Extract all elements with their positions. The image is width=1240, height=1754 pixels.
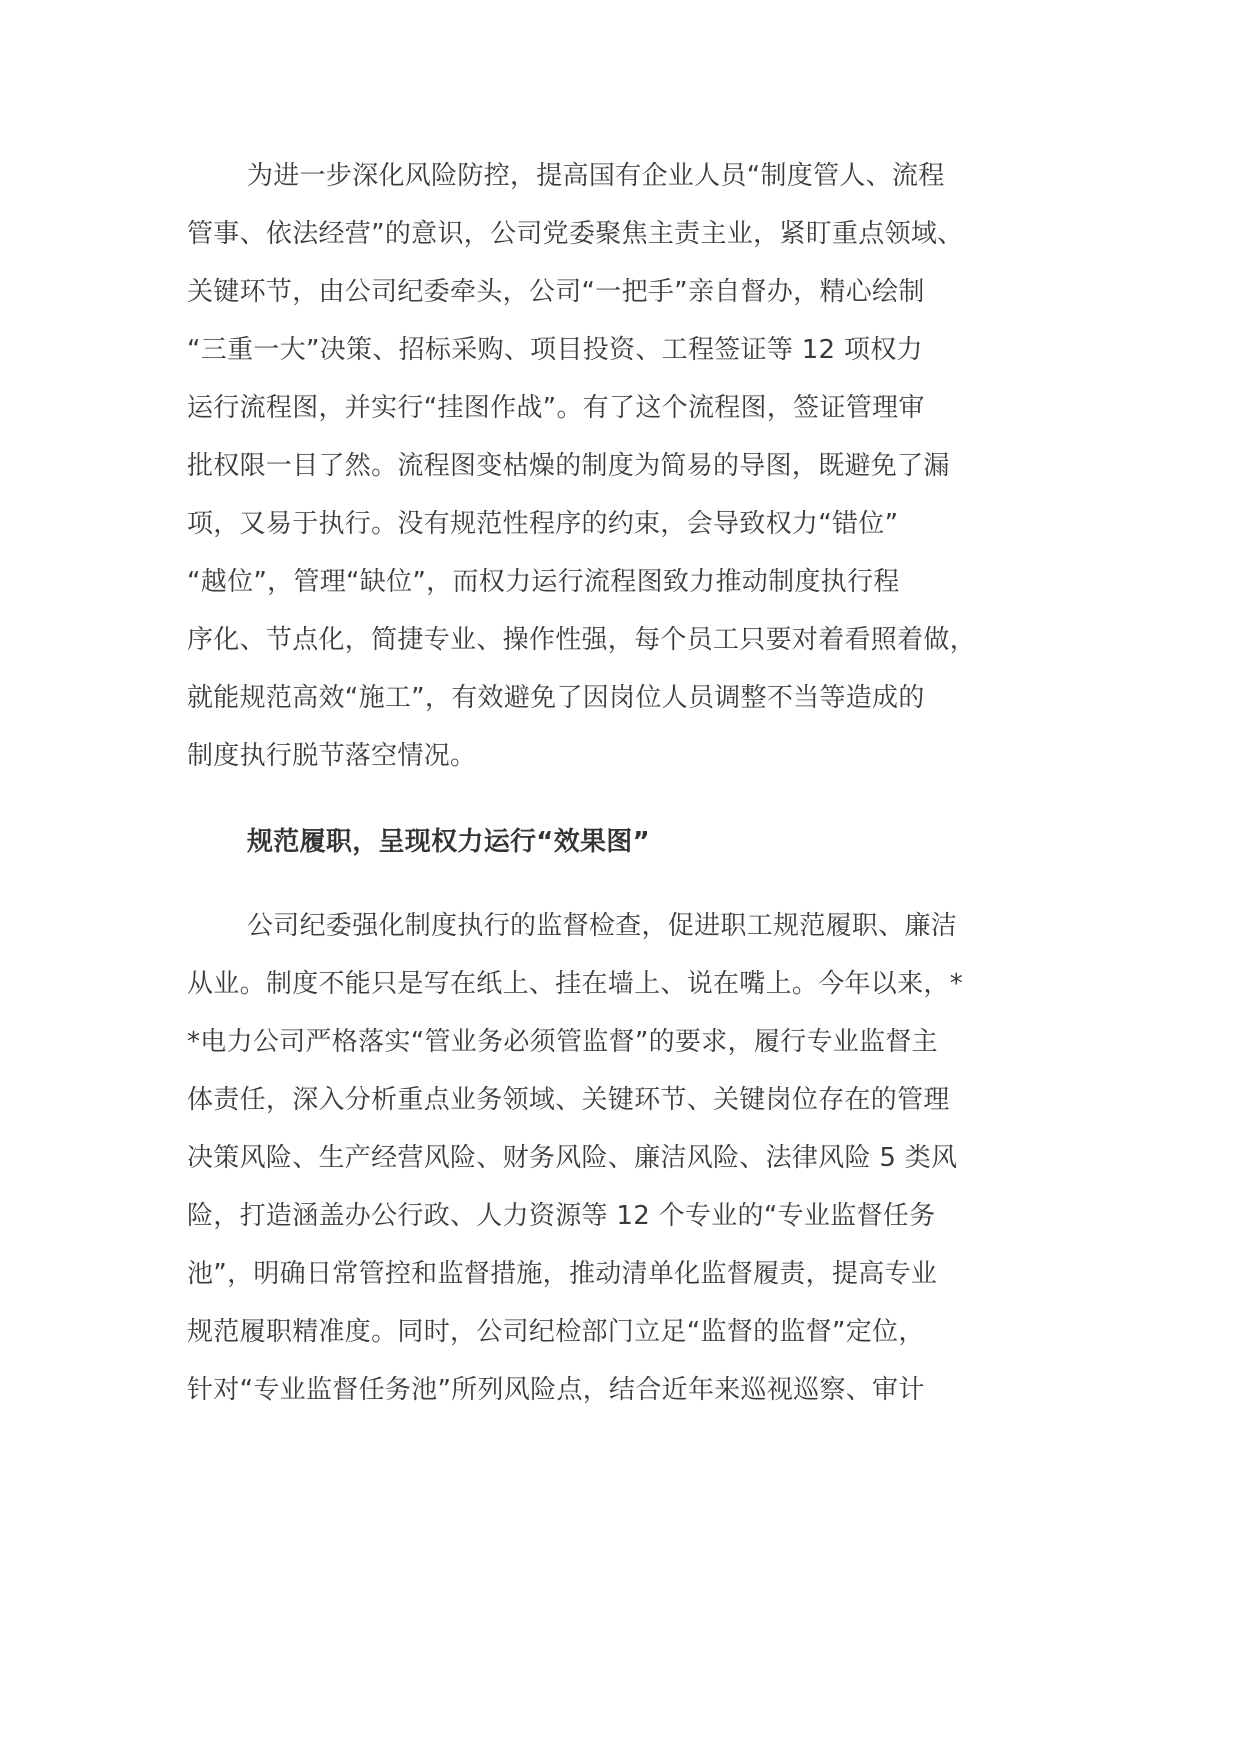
paragraph-line: *电力公司严格落实“管业务必须管监督”的要求，履行专业监督主 <box>187 1027 938 1057</box>
paragraph-line: 制度执行脱节落空情况。 <box>187 741 477 771</box>
paragraph-line: “越位”，管理“缺位”，而权力运行流程图致力推动制度执行程 <box>187 567 900 597</box>
paragraph-line: 从业。制度不能只是写在纸上、挂在墙上、说在嘴上。今年以来，* <box>187 969 964 999</box>
paragraph-line: 决策风险、生产经营风险、财务风险、廉洁风险、法律风险 5 类风 <box>187 1143 958 1173</box>
section-heading: 规范履职，呈现权力运行“效果图” <box>247 827 650 857</box>
paragraph-line: 规范履职精准度。同时，公司纪检部门立足“监督的监督”定位， <box>187 1317 925 1347</box>
paragraph-line: “三重一大”决策、招标采购、项目投资、工程签证等 12 项权力 <box>187 335 923 365</box>
paragraph-line: 项，又易于执行。没有规范性程序的约束，会导致权力“错位” <box>187 509 899 539</box>
paragraph-line: 序化、节点化，简捷专业、操作性强，每个员工只要对着看照着做， <box>187 625 977 655</box>
paragraph-line: 体责任，深入分析重点业务领域、关键环节、关键岗位存在的管理 <box>187 1085 950 1115</box>
paragraph-line: 批权限一目了然。流程图变枯燥的制度为简易的导图，既避免了漏 <box>187 451 950 481</box>
paragraph-line: 针对“专业监督任务池”所列风险点，结合近年来巡视巡察、审计 <box>187 1375 925 1405</box>
paragraph-line: 为进一步深化风险防控，提高国有企业人员“制度管人、流程 <box>247 161 945 191</box>
paragraph-line: 池”，明确日常管控和监督措施，推动清单化监督履责，提高专业 <box>187 1259 938 1289</box>
paragraph-line: 公司纪委强化制度执行的监督检查，促进职工规范履职、廉洁 <box>247 911 958 941</box>
paragraph-line: 运行流程图，并实行“挂图作战”。有了这个流程图，签证管理审 <box>187 393 925 423</box>
paragraph-line: 关键环节，由公司纪委牵头，公司“一把手”亲自督办，精心绘制 <box>187 277 925 307</box>
paragraph-line: 险，打造涵盖办公行政、人力资源等 12 个专业的“专业监督任务 <box>187 1201 936 1231</box>
paragraph-line: 就能规范高效“施工”，有效避免了因岗位人员调整不当等造成的 <box>187 683 925 713</box>
paragraph-line: 管事、依法经营”的意识，公司党委聚焦主责主业，紧盯重点领域、 <box>187 219 964 249</box>
